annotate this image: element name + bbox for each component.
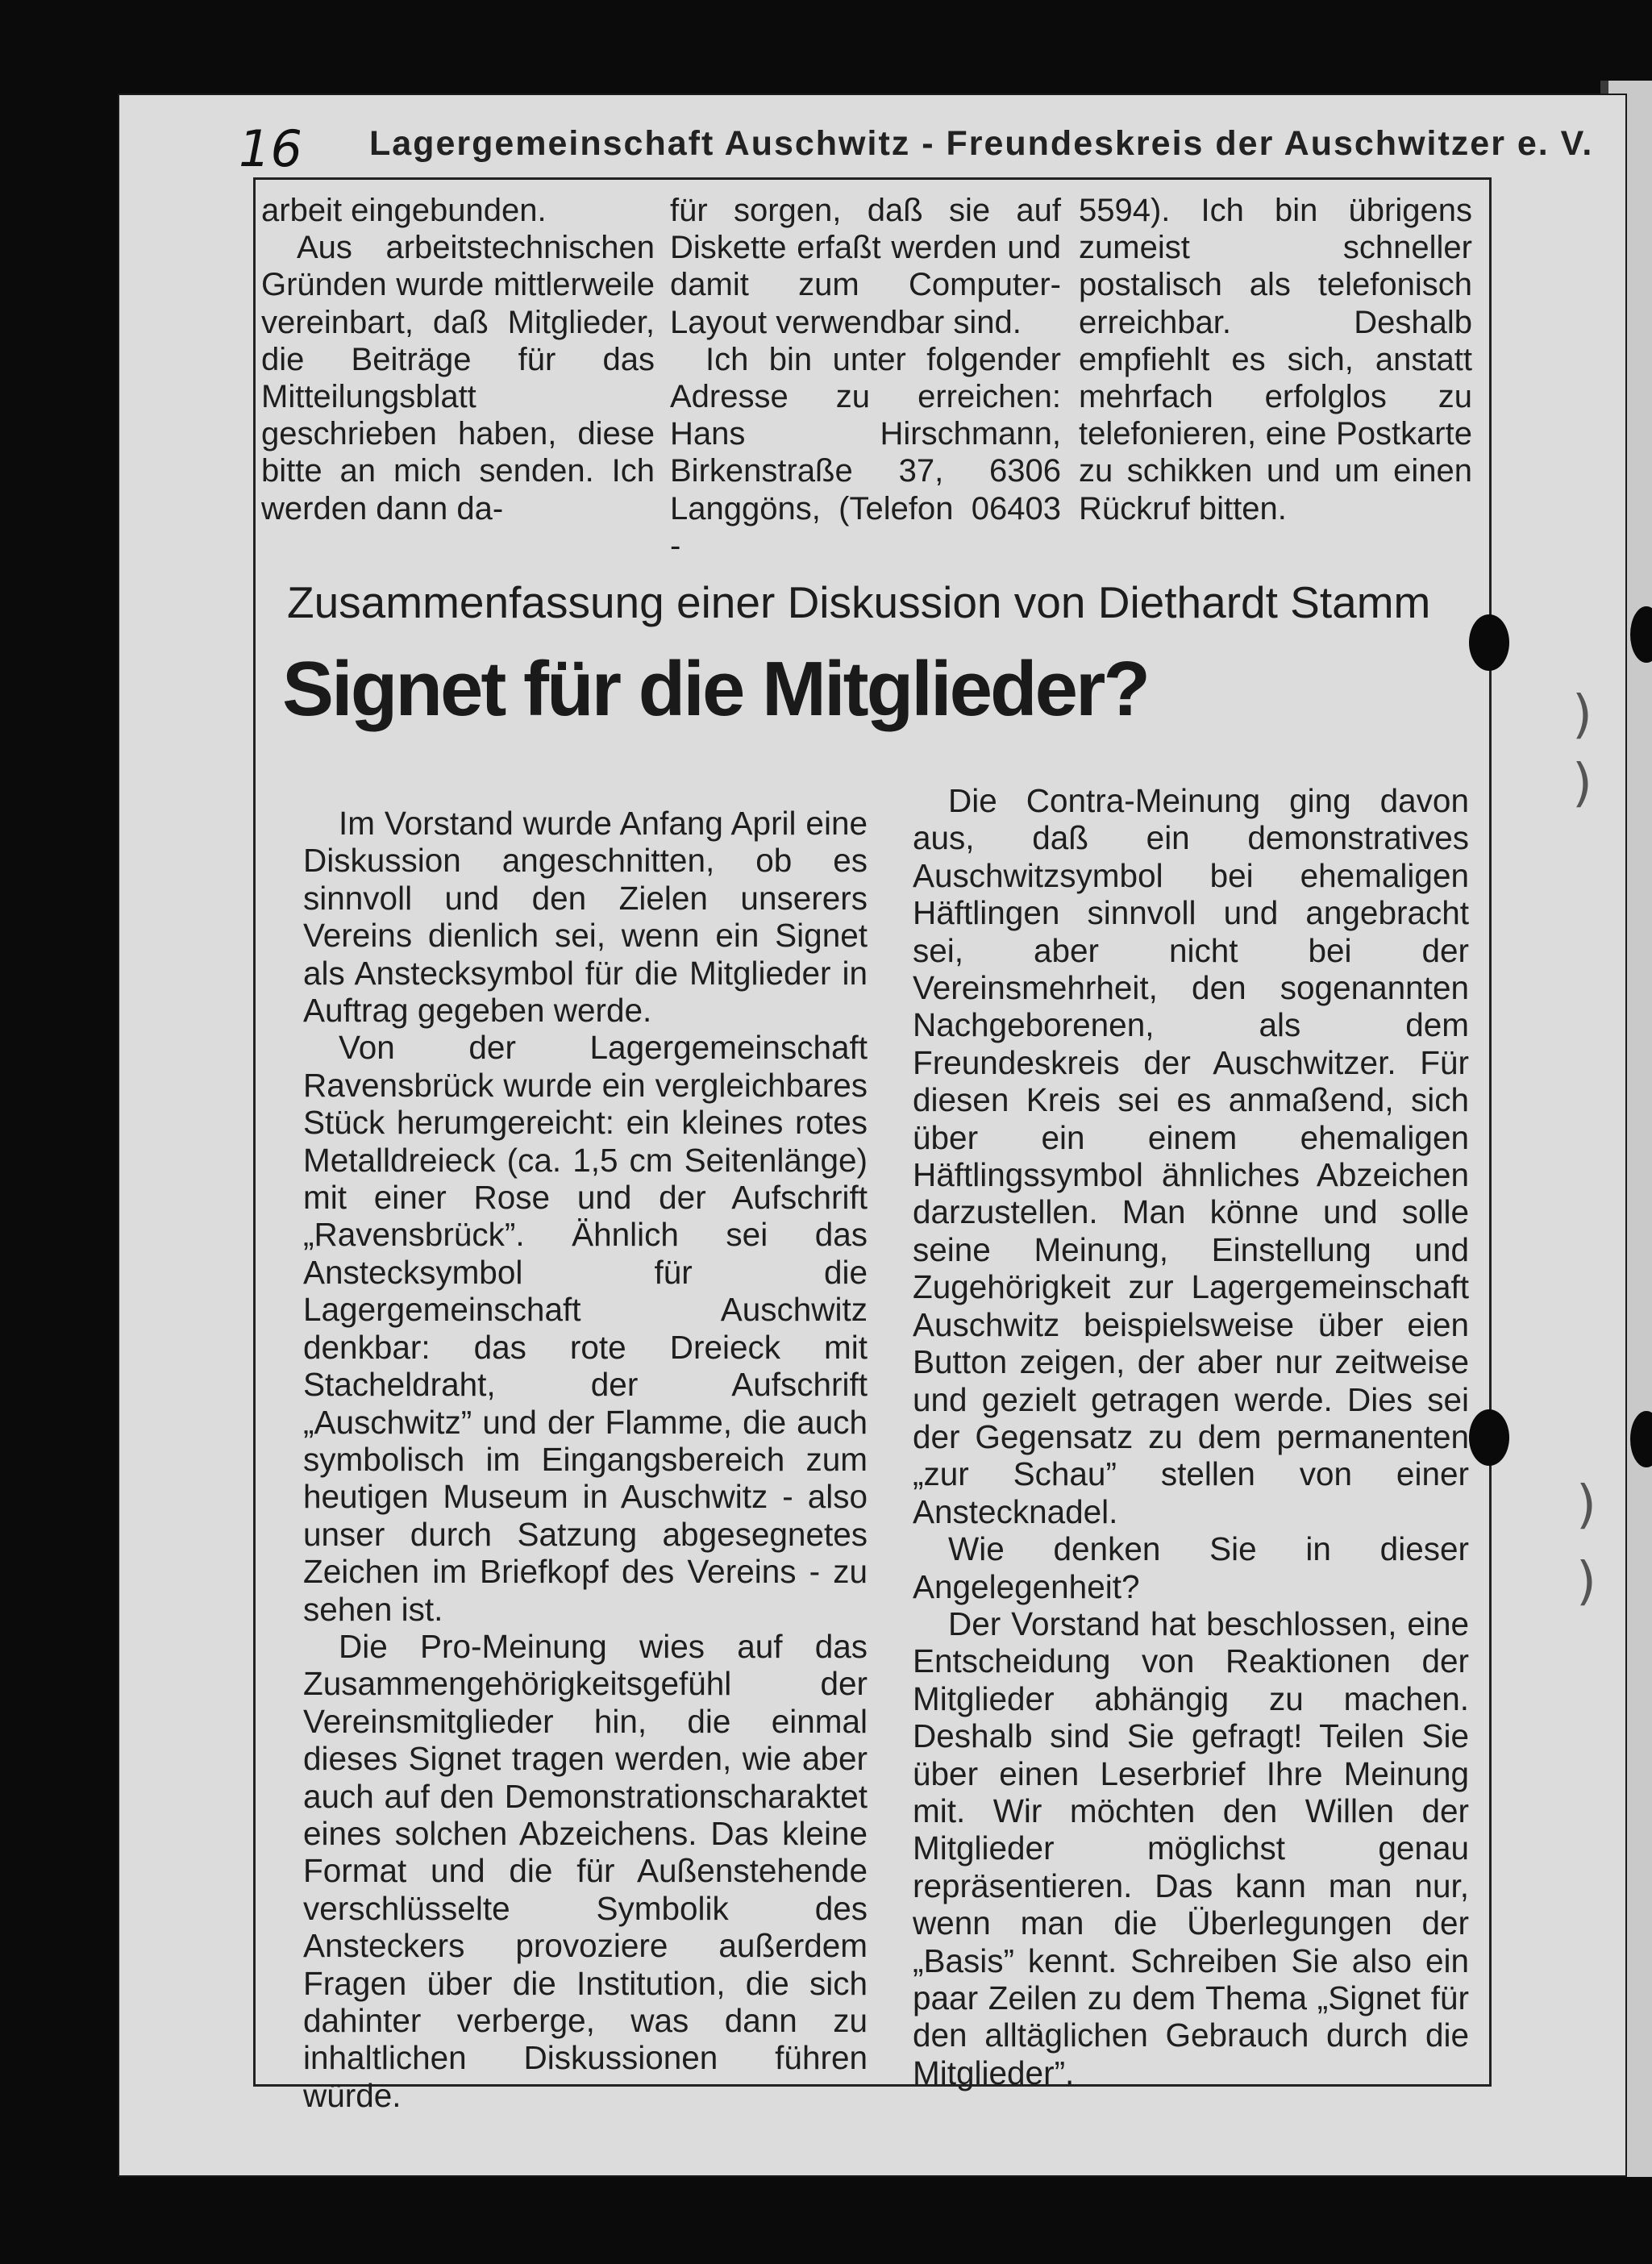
paragraph: Die Pro-Meinung wies auf das Zusammengehörigkeitsgefühl der Vereinsmitglieder hin, die einmal dieses Signet tragen werden, wie aber auch auf den Demonstrationscharaktet eines solchen Abzeichens. Das kleine Format und die für Außenstehende verschlüsselte Symbolik des Ansteckers provoziere außerdem Fragen über die Institution, die sich dahinter verberge, was dann zu inhaltlichen Diskussionen führen würde. [303, 1627, 868, 2114]
punch-hole-icon [1469, 614, 1509, 671]
paragraph: Der Vorstand hat beschlossen, eine Entscheidung von Reaktionen der Mitglieder abhängig zu machen. Deshalb sind Sie gefragt! Teilen Sie über einen Leserbrief Ihre Meinung mit. Wir möchten den Willen der Mitglieder möglichst genau repräsentieren. Das kann man nur, wenn man die Überlegungen der „Basis” kennt. Schreiben Sie also ein paar Zeilen zu dem Thema „Signet für den alltäglichen Gebrauch durch die Mitglieder”. [913, 1604, 1469, 2091]
paragraph: 5594). Ich bin übrigens zumeist schneller postalisch als telefonisch erreichbar. Deshalb empfiehlt es sich, anstatt mehrfach erfolglos zu telefonieren, eine Postkarte zu schikken und um einen Rückruf bitten. [1079, 193, 1472, 526]
document-page [119, 95, 1625, 2175]
paragraph: Von der Lagergemeinschaft Ravensbrück wurde ein vergleichbares Stück herumgereicht: ein kleines rotes Metalldreieck (ca. 1,5 cm Seitenlänge) mit einer Rose und der Aufschrift „Ravensbrück”. Ähnlich sei das Anstecksymbol für die Lagergemeinschaft Auschwitz denkbar: das rote Dreieck mit Stacheldraht, der Aufschrift „Auschwitz” und der Flamme, die auch symbolisch im Eingangsbereich zum heutigen Museum in Auschwitz - also unser durch Satzung abgesegnetes Zeichen im Briefkopf des Vereins - zu sehen ist. [303, 1029, 868, 1628]
bracket-mark-icon: ) [1572, 685, 1592, 745]
page-number: 16 [239, 119, 302, 178]
paragraph: Wie denken Sie in dieser Angelegenheit? [913, 1530, 1469, 1605]
bracket-mark-icon: ) [1576, 1552, 1596, 1612]
running-header: Lagergemeinschaft Auschwitz - Freundeskreis der Auschwitzer e. V. [369, 124, 1594, 163]
paragraph: Ich bin unter folgender Adresse zu erreichen: Hans Hirschmann, Birkenstraße 37, 6306 Langgöns, (Telefon 06403 - [670, 341, 1061, 564]
top-column-2 [670, 192, 1061, 564]
paragraph: Im Vorstand wurde Anfang April eine Diskussion angeschnitten, ob es sinnvoll und den Zielen unserers Vereins dienlich sei, wenn ein Signet als Anstecksymbol für die Mitglieder in Auftrag gegeben werde. [303, 805, 868, 1030]
punch-hole-icon [1469, 1409, 1509, 1466]
article-column-right [913, 782, 1469, 2091]
bracket-mark-icon: ) [1576, 1475, 1596, 1535]
bracket-mark-icon: ) [1572, 754, 1592, 814]
article-subtitle: Zusammenfassung einer Diskussion von Diethardt Stamm [287, 577, 1431, 627]
paragraph: für sorgen, daß sie auf Diskette erfaßt werden und damit zum Computer-Layout verwendbar sind. [670, 193, 1061, 340]
top-column-3 [1079, 192, 1472, 527]
paragraph: arbeit eingebunden. [261, 193, 547, 228]
article-column-left [303, 805, 868, 2114]
top-column-1 [261, 192, 655, 527]
paragraph: Aus arbeitstechnischen Gründen wurde mittlerweile vereinbart, daß Mitglieder, die Beiträge für das Mitteilungsblatt geschrieben haben, diese bitte an mich senden. Ich werden dann da- [261, 230, 655, 526]
article-headline: Signet für die Mitglieder? [282, 646, 1149, 732]
paragraph: Die Contra-Meinung ging davon aus, daß ein demonstratives Auschwitzsymbol bei ehemaligen Häftlingen sinnvoll und angebracht sei, aber nicht bei der Vereinsmehrheit, den sogenannten Nachgeborenen, als dem Freundeskreis der Auschwitzer. Für diesen Kreis sei es anmaßend, sich über ein einem ehemaligen Häftlingssymbol ähnliches Abzeichen darzustellen. Man könne und solle seine Meinung, Einstellung und Zugehörigkeit zur Lagergemeinschaft Auschwitz beispielsweise über eien Button zeigen, der aber nur zeitweise und gezielt getragen werde. Dies sei der Gegensatz zu dem permanenten „zur Schau” stellen von einer Anstecknadel. [913, 782, 1469, 1530]
